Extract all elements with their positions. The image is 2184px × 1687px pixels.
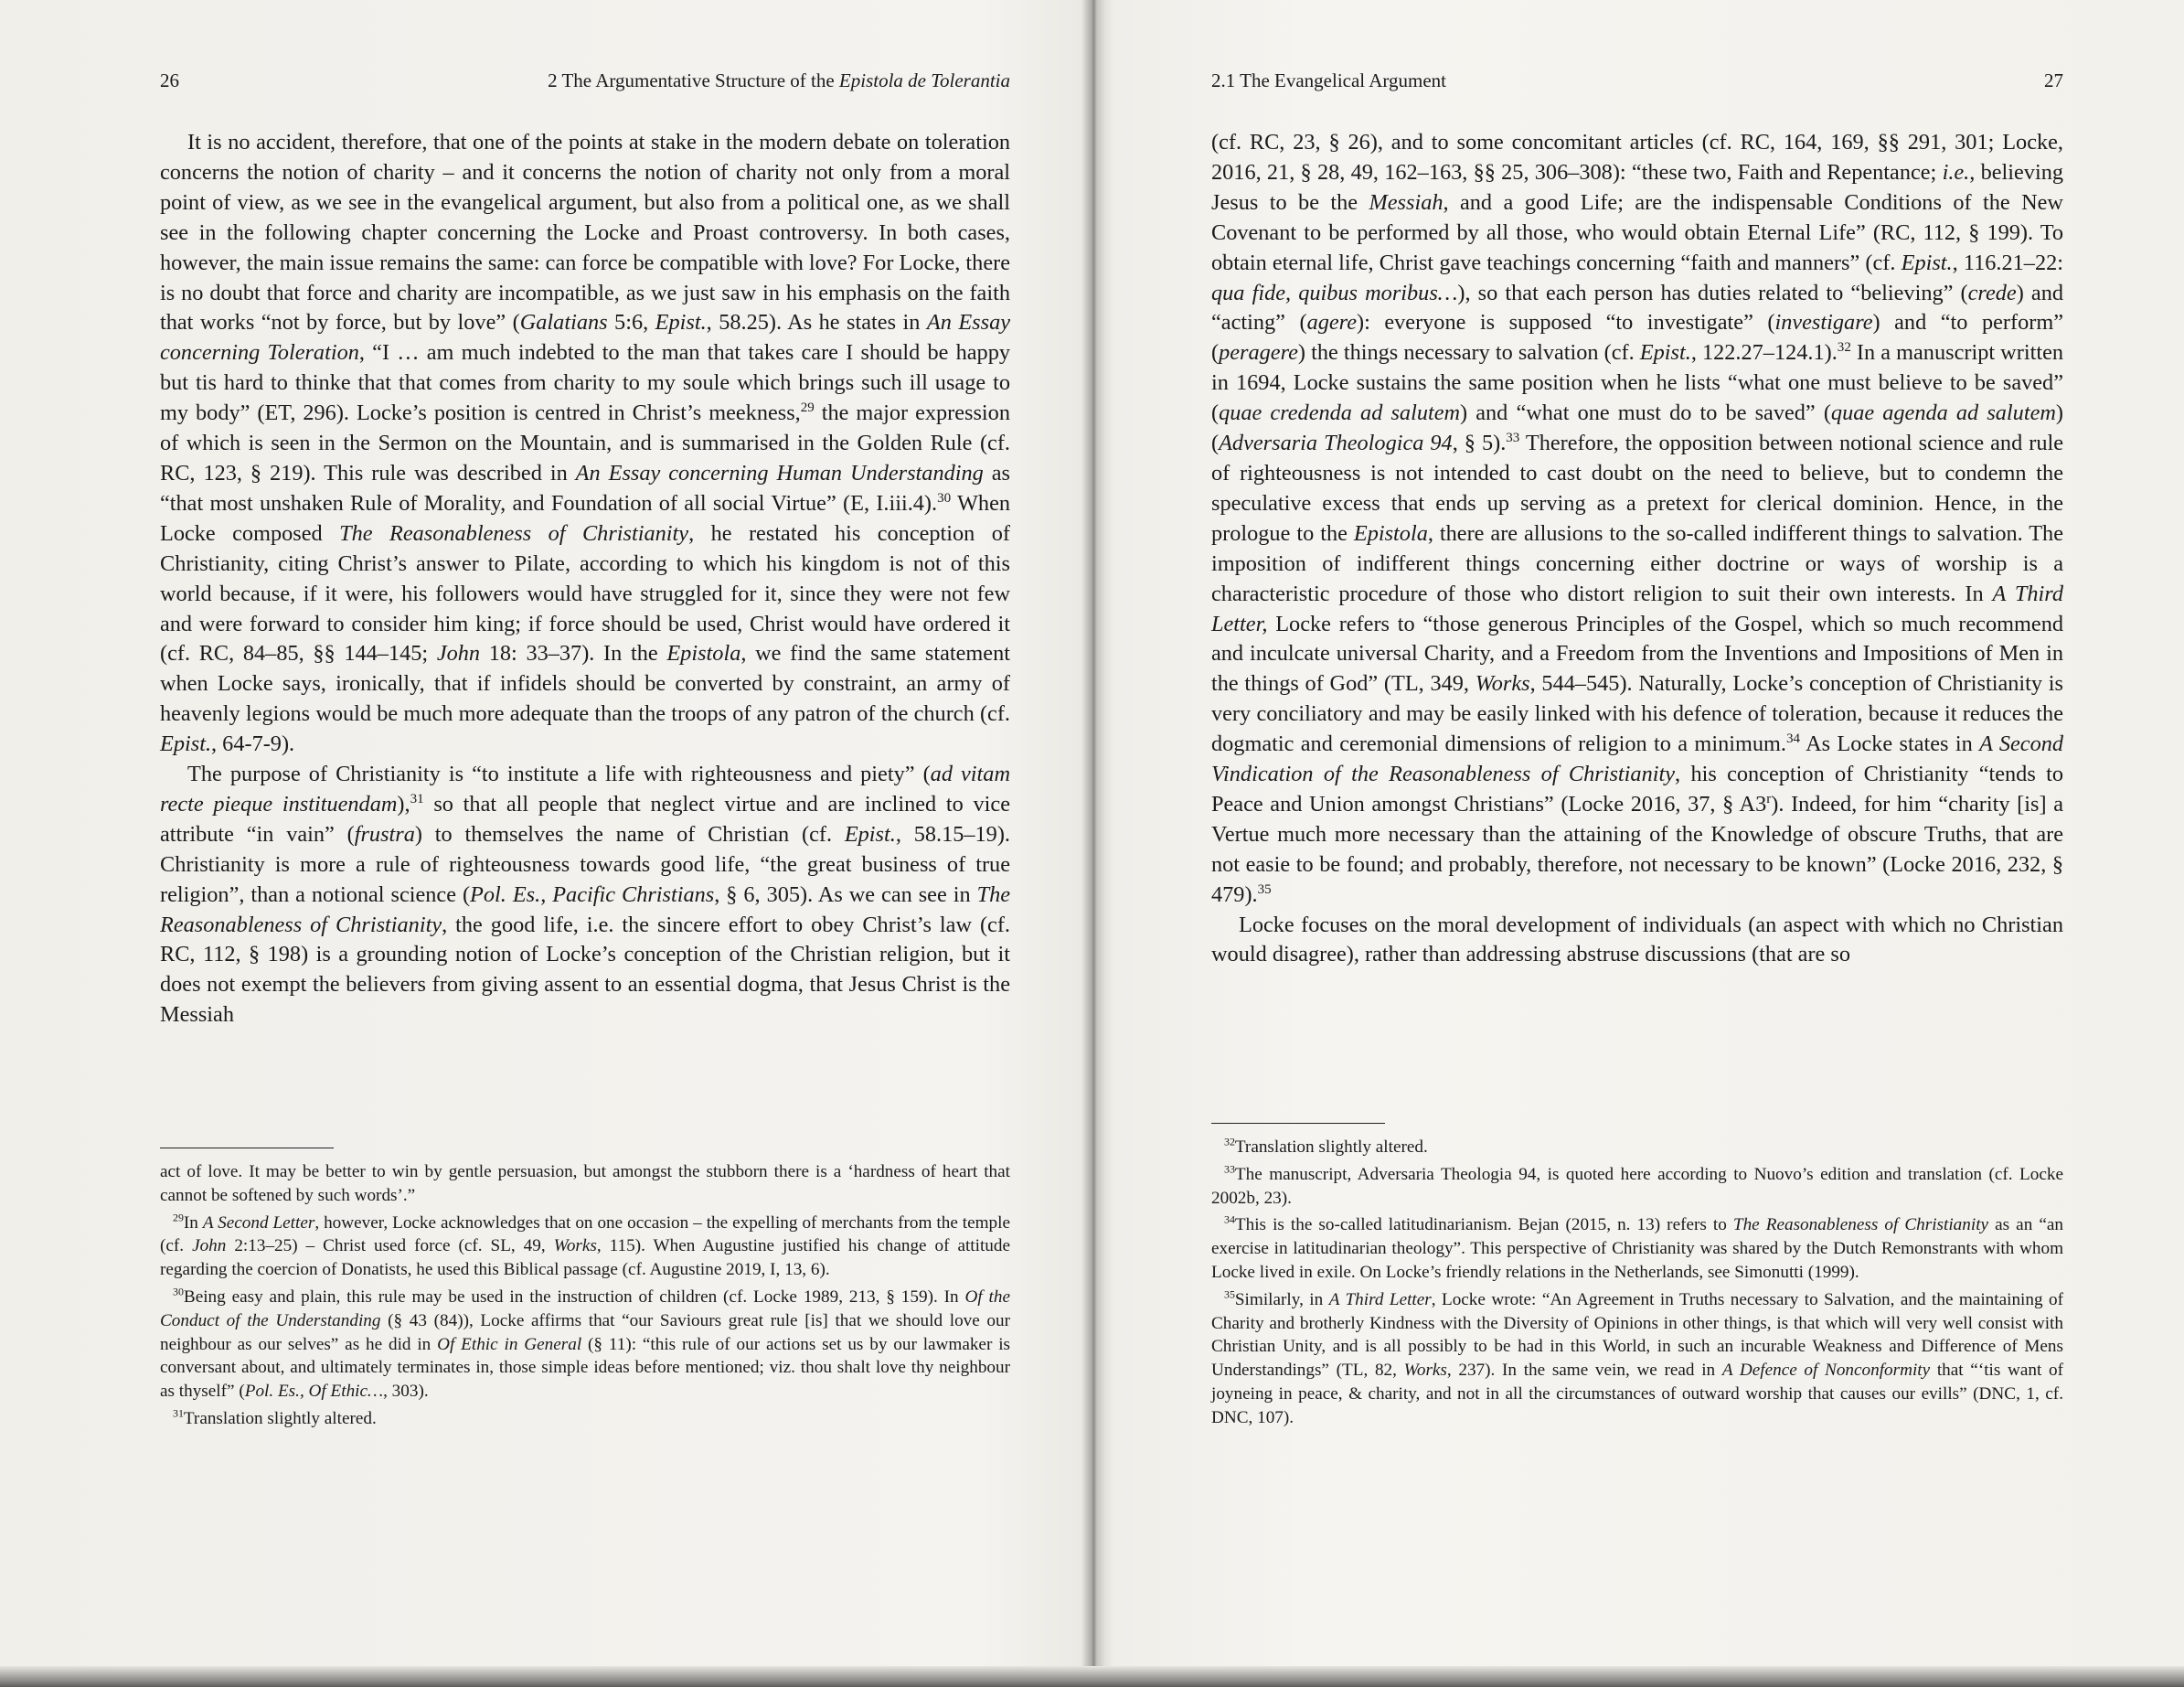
text-run: quae agenda ad salutem <box>1830 400 2056 426</box>
text-run: Translation slightly altered. <box>1234 1137 1428 1157</box>
left-paragraph-2 <box>160 760 1010 1030</box>
right-footnote-rule <box>1211 1123 1385 1124</box>
text-run: the major expression of which is seen in the Sermon on the Mountain, and is summarised in the Golden Rule (cf. RC, 123, § 219). This rule was described in <box>160 400 1010 486</box>
text-run: peragere <box>1219 340 1298 366</box>
text-run: Similarly, in <box>1234 1289 1329 1309</box>
text-run: Epistola <box>666 641 741 667</box>
text-run: ) and “what one must do to be saved” ( <box>1460 400 1831 426</box>
text-run: Works <box>1475 671 1530 697</box>
text-run: The Reasonableness of Christianity <box>1732 1215 1989 1235</box>
text-run: A Third Letter, <box>1211 581 2064 636</box>
text-run: Epistola <box>1353 520 1428 546</box>
text-run: , believing Jesus to be the <box>1211 159 2063 215</box>
text-run: Being easy and plain, this rule may be used in the instruction of children (cf. Locke 1989, 213, § 159). In <box>183 1287 965 1307</box>
footnote-ref-34: 34 <box>1786 731 1801 747</box>
footnote-ref-31: 31 <box>410 791 424 806</box>
text-run: , 58.25). As he states in <box>706 310 927 336</box>
footnote-ref-32: 32 <box>1837 340 1851 356</box>
text-run: It is no accident, therefore, that one of the points at stake in the modern debate on toleration concerns the notion of charity – and it concerns the notion of charity not only from a moral point of view, as we see in the evangelical argument, but also from a political one, as we shall see in the following chapter concerning the Locke and Proast controversy. In both cases, however, the main issue remains the same: can force be compatible with love? For Locke, there is no doubt that force and charity are incompatible, as we just saw in his emphasis on the faith that works “not by force, but by love” ( <box>160 130 1010 336</box>
text-run: , 303). <box>383 1382 429 1402</box>
text-run: 2:13–25) – Christ used force (cf. SL, 49, <box>226 1236 554 1256</box>
text-run: r <box>1766 791 1772 806</box>
text-run: 29 <box>173 1211 184 1224</box>
text-run: An Essay concerning Human Understanding <box>575 460 984 486</box>
text-run: , 122.27–124.1). <box>1690 340 1838 366</box>
text-run: The Reasonableness of Christianity <box>160 881 1011 937</box>
text-run: , Locke wrote: “An Agreement in Truths necessary to Salvation, and the maintaining of Charity and brotherly Kindness with the Diversity of Opinions in other things, is that which will very well consist with Christian Unity, and is all possibly to be had in this World, in such an incurable Weakness and Difference of Mens Understandings” (TL, 82, <box>1211 1289 2063 1381</box>
page-bottom-edge <box>0 1666 2184 1687</box>
text-run: ) and “to perform” ( <box>1211 310 2063 366</box>
left-footnotes <box>160 1160 1010 1435</box>
text-run: that “‘tis want of joyneing in peace, & charity, and not in all the circumstances of outward worship that causes our evills” (DNC, 1, cf. DNC, 107). <box>1211 1361 2063 1427</box>
text-run: Works <box>553 1236 597 1256</box>
text-run: Epist. <box>1901 250 1953 275</box>
text-run: A Defence of Nonconformity <box>1721 1361 1931 1381</box>
text-run: , “I … am much indebted to the man that takes care I should be happy but tis hard to thinke that that comes from charity to my soule which brings such ill usage to my body” (ET, 296). Locke’s position is centred in Christ’s meekness, <box>160 340 1010 426</box>
text-run: , however, Locke acknowledges that on one occasion – the expelling of merchants from the temple (cf. <box>160 1212 1010 1256</box>
left-page <box>160 0 1010 1646</box>
text-run: , and a good Life; are the indispensable Conditions of the New Covenant to be performed by all those, who would obtain Eternal Life” (RC, 112, § 199). To obtain eternal life, Christ gave teachings concerning “faith and manners” (cf. <box>1211 189 2063 275</box>
text-run: ad vitam recte pieque instituendam <box>160 762 1010 817</box>
text-run: (§ 43 (84)), Locke affirms that “our Saviours great rule [is] that we should love our neighbour as our selves” as he did in <box>160 1310 1011 1354</box>
text-run: In a manuscript written in 1694, Locke sustains the same position when he lists “what one must believe to be saved” ( <box>1211 340 2063 426</box>
text-run: John <box>436 641 481 667</box>
text-run: ) and “acting” ( <box>1211 280 2064 336</box>
right-running-title: 2.1 The Evangelical Argument <box>1211 69 1446 91</box>
text-run: Epistola de Tolerantia <box>838 69 1010 91</box>
text-run: , 544–545). Naturally, Locke’s conception of Christianity is very conciliatory and may be easily linked with his defence of toleration, because it reduces the dogmatic and ceremonial dimensions of religion to a minimum. <box>1211 671 2063 757</box>
text-run: Pol. Es., Of Ethic… <box>244 1382 384 1402</box>
text-run: , 64-7-9). <box>211 731 295 757</box>
text-run: The Reasonableness of Christianity <box>339 520 689 546</box>
text-run: A Third Letter <box>1328 1289 1432 1309</box>
left-running-title <box>548 69 1010 92</box>
footnote-31 <box>160 1407 1010 1431</box>
text-run: 2 The Argumentative Structure of the <box>548 69 839 91</box>
text-run: so that all people that neglect virtue and are inclined to vice attribute “in vain” ( <box>160 791 1010 847</box>
text-run: as an “an exercise in latitudinarian theology”. This perspective of Christianity was shared by the Dutch Remonstrants with whom Locke lived in exile. On Locke’s friendly relations in the Netherlands, see Simonutti (1999). <box>1211 1215 2063 1282</box>
text-run: frustra <box>354 821 415 847</box>
text-run: (cf. RC, 23, § 26), and to some concomitant articles (cf. RC, 164, 169, §§ 291, 301; Locke, 2016, 21, § 28, 49, 162–163, §§ 25, 306–308): “these two, Faith and Repentance; <box>1211 130 2063 185</box>
right-paragraph-2: Locke focuses on the moral development of individuals (an aspect with which no Christian would disagree), rather than addressing abstruse discussions (that are so <box>1211 912 2063 967</box>
text-run: Therefore, the opposition between notional science and rule of righteousness is not intended to cast doubt on the need to believe, but to condemn the speculative excess that ends up serving as a pretext for clerical dominion. Hence, in the prologue to the <box>1211 431 2064 546</box>
text-run: , 237). In the same vein, we read in <box>1446 1361 1722 1381</box>
text-run: John <box>192 1236 227 1256</box>
text-run: Adversaria Theologica 94 <box>1219 431 1453 456</box>
text-run: ) the things necessary to salvation (cf. <box>1297 340 1640 366</box>
footnote-32 <box>1211 1136 2063 1159</box>
text-run: Epist. <box>844 821 896 847</box>
text-run: Translation slightly altered. <box>183 1408 377 1428</box>
text-run: Of Ethic in General <box>437 1334 582 1354</box>
footnote-30 <box>160 1286 1010 1404</box>
text-run: agere <box>1306 310 1357 336</box>
text-run: , 115). When Augustine justified his change of attitude regarding the coercion of Donatists, he used this Biblical passage (cf. Augustine 2019, I, 13, 6). <box>160 1236 1010 1280</box>
text-run: Locke refers to “those generous Principles of the Gospel, which so much recommend and inculcate universal Charity, and a Freedom from the Inventions and Impositions of Men in the things of God” (TL, 349, <box>1211 611 2063 697</box>
text-run: , there are allusions to the so-called indifferent things to salvation. The imposition of indifferent things concerning either doctrine or ways of worship is a characteristic procedure of those who distort religion to suit their own interests. In <box>1211 520 2063 606</box>
text-run: quae credenda ad salutem <box>1219 400 1461 426</box>
right-paragraph-1 <box>1211 128 2063 911</box>
text-run: 31 <box>173 1406 184 1420</box>
left-body-text <box>160 128 1010 1030</box>
footnote-34 <box>1211 1213 2063 1284</box>
text-run: ), so that each person has duties related to “believing” ( <box>1457 280 1968 305</box>
text-run: Works <box>1403 1361 1447 1381</box>
text-run: , his conception of Christianity “tends to Peace and Union amongst Christians” (Locke 2016, 37, § A3 <box>1211 762 2064 817</box>
text-run: When Locke composed <box>160 490 1010 546</box>
footnote-ref-30: 30 <box>937 490 952 506</box>
text-run: , § 6, 305). As we can see in <box>714 881 977 907</box>
text-run: ) to themselves the name of Christian (cf. <box>414 821 845 847</box>
text-run: , the good life, i.e. the sincere effort to obey Christ’s law (cf. RC, 112, § 198) is a grounding notion of Locke’s conception of the Christian religion, but it does not exempt the believers from giving assent to an essential dogma, that Jesus Christ is the Messiah <box>160 912 1010 1028</box>
right-footnotes <box>1211 1136 2063 1434</box>
text-run: 33 <box>1224 1162 1235 1176</box>
footnote-33 <box>1211 1163 2063 1211</box>
right-body-text <box>1211 128 2063 970</box>
text-run: Galatians <box>519 310 608 336</box>
footnote-35 <box>1211 1288 2063 1430</box>
text-run: , he restated his conception of Christianity, citing Christ’s answer to Pilate, according to which his kingdom is not of this world because, if it were, his followers would have struggled for it, since they were not few and were forward to consider him king; if force should be used, Christ would have ordered it (cf. RC, 84–85, §§ 144–145; <box>160 520 1011 667</box>
text-run: ): everyone is supposed “to investigate” ( <box>1356 310 1775 336</box>
text-run: 32 <box>1224 1135 1235 1148</box>
left-running-head <box>160 69 1010 97</box>
text-run: 35 <box>1224 1287 1235 1301</box>
text-run: The purpose of Christianity is “to institute a life with righteousness and piety” ( <box>187 762 931 787</box>
text-run: 5:6, <box>607 310 655 336</box>
text-run: as “that most unshaken Rule of Morality, and Foundation of all social Virtue” (E, I.iii.4). <box>160 460 1010 516</box>
text-run: 18: 33–37). In the <box>480 641 667 667</box>
text-run: ) ( <box>1211 400 2063 456</box>
footnote-continuation: act of love. It may be better to win by gentle persuasion, but amongst the stubborn there is a ‘hardness of heart that cannot be softened by such words’.” <box>160 1162 1010 1205</box>
text-run: As Locke states in <box>1800 731 1980 757</box>
text-run: Epist. <box>655 310 707 336</box>
footnote-ref-35: 35 <box>1257 881 1272 897</box>
text-run: An Essay concerning Toleration <box>160 310 1011 366</box>
text-run: , we find the same statement when Locke says, ironically, that if infidels should be converted by constraint, an army of heavenly legions would be much more adequate than the troops of any patron of the church (cf. <box>160 641 1010 727</box>
text-run: , 58.15–19). Christianity is more a rule of righteousness towards good life, “the great business of true religion”, than a notional science ( <box>160 821 1010 907</box>
text-run: Messiah <box>1369 189 1444 215</box>
text-run: crede <box>1967 280 2017 305</box>
text-run: qua fide, quibus moribus… <box>1211 280 1458 305</box>
text-run: investigare <box>1774 310 1873 336</box>
text-run: , § 5). <box>1452 431 1507 456</box>
text-run: A Second Vindication of the Reasonableness of Christianity <box>1211 731 2064 787</box>
text-run: ). Indeed, for him “charity [is] a Vertue much more necessary than the attaining of the Knowledge of obscure Truths, that are not easie to be found; and probably, therefore, not necessary to be known” (Locke 2016, 232, § 479). <box>1211 791 2063 907</box>
text-run: Epist. <box>1639 340 1691 366</box>
left-paragraph-1 <box>160 128 1010 760</box>
text-run: , 116.21–22: <box>1952 250 2063 275</box>
right-page <box>1211 0 2063 1646</box>
footnote-29 <box>160 1212 1010 1282</box>
text-run: Of the Conduct of the Understanding <box>160 1287 1010 1330</box>
text-run: A Second Letter <box>202 1212 315 1233</box>
text-run: In <box>183 1212 203 1233</box>
text-run: Pol. Es., Pacific Christians <box>470 881 715 907</box>
text-run: This is the so-called latitudinarianism. Bejan (2015, n. 13) refers to <box>1234 1215 1733 1235</box>
book-gutter <box>1081 0 1105 1687</box>
text-run: (§ 11): “this rule of our actions set us by our lawmaker is conversant about, and ultimately terminates in, those simple ideas before mentioned; viz. thou shalt love thy neighbour as thyself” ( <box>160 1334 1010 1402</box>
left-page-number: 26 <box>160 69 179 91</box>
footnote-ref-29: 29 <box>800 400 815 416</box>
right-page-number: 27 <box>2044 69 2063 91</box>
text-run: 34 <box>1224 1213 1235 1226</box>
text-run: Epist. <box>160 731 212 757</box>
text-run: ), <box>397 791 410 817</box>
text-run: i.e. <box>1942 159 1970 185</box>
text-run: The manuscript, Adversaria Theologia 94, is quoted here according to Nuovo’s edition and translation (cf. Locke 2002b, 23). <box>1211 1164 2063 1208</box>
right-running-head <box>1211 69 2063 97</box>
footnote-ref-33: 33 <box>1506 430 1520 445</box>
text-run: 30 <box>173 1285 184 1298</box>
